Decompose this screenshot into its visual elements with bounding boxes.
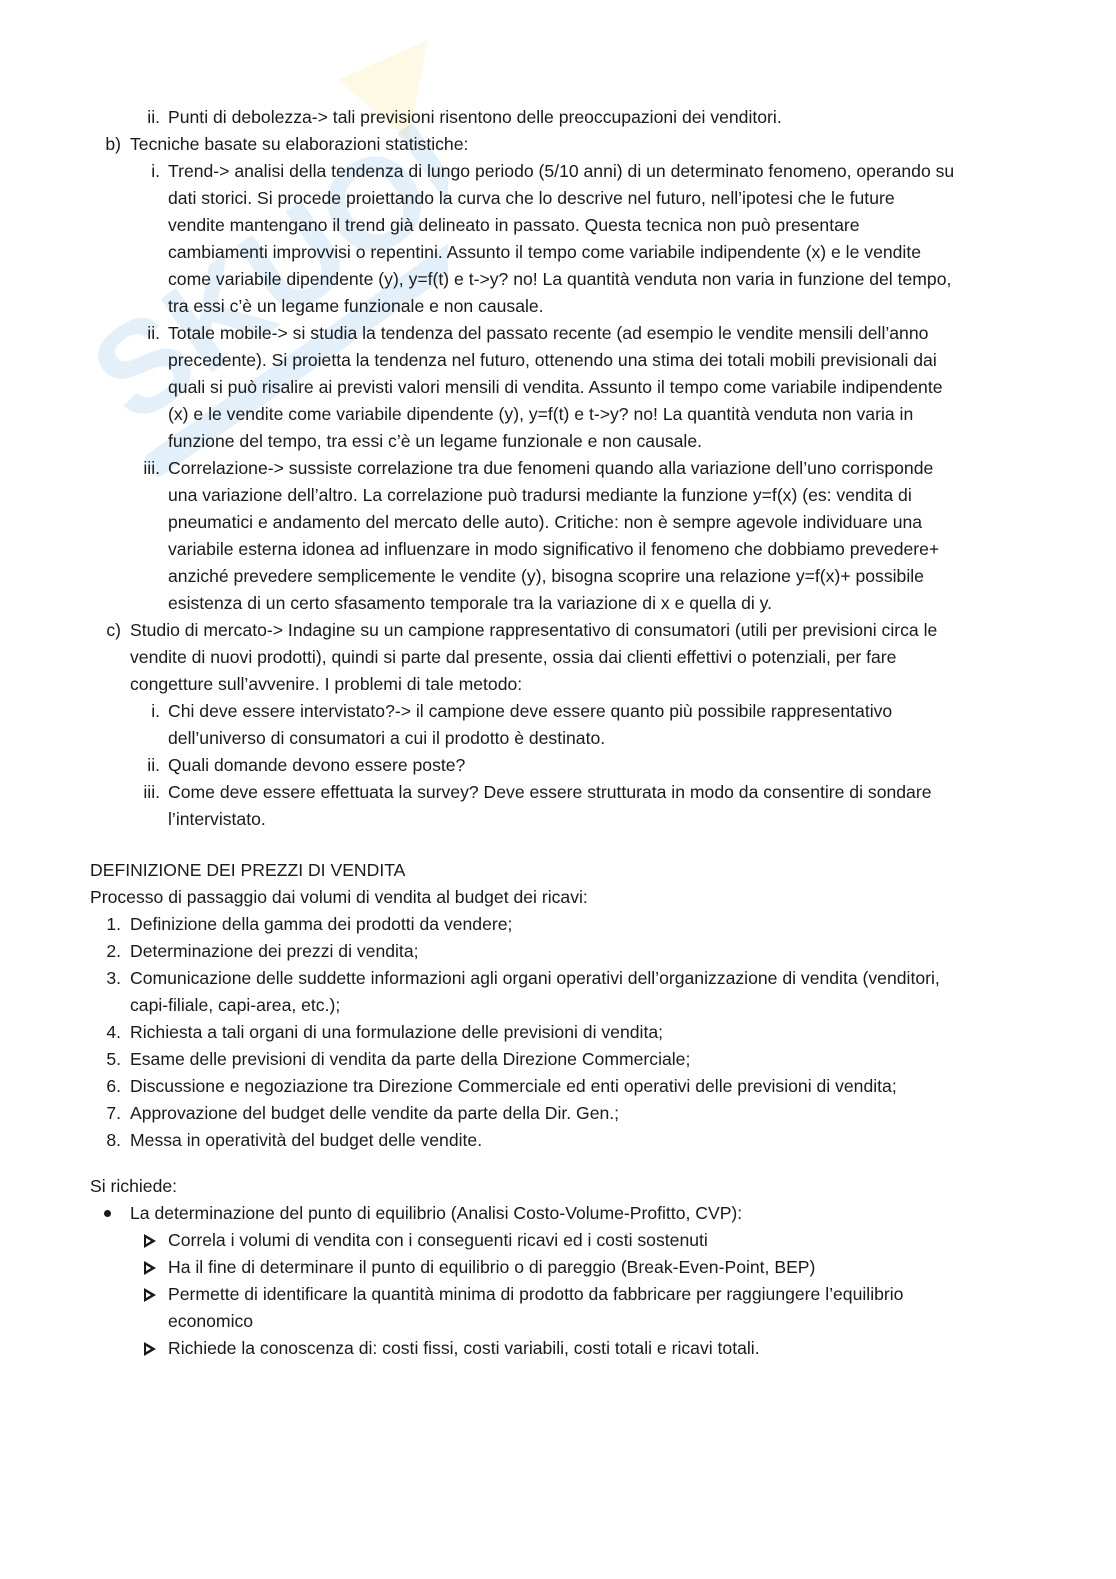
list-item-line: quali si può risalire ai previsti valori mensili di vendita. Assunto il tempo come variabile indipendente: [168, 377, 943, 397]
list-item-line: Chi deve essere intervistato?-> il campione deve essere quanto più possibile rappresentativo: [168, 701, 893, 721]
list-marker: iii.: [143, 782, 160, 802]
list-marker: 4.: [106, 1022, 121, 1042]
sub-bullet-line: Richiede la conoscenza di: costi fissi, costi variabili, costi totali e ricavi totali.: [168, 1338, 760, 1358]
arrow-bullet-icon: [144, 1234, 156, 1248]
arrow-bullet-icon: [144, 1342, 156, 1356]
list-item-line: anziché prevedere semplicemente le vendite (y), bisogna scoprire una relazione y=f(x)+ possibile: [168, 566, 924, 586]
list-item-line: dell’universo di consumatori a cui il prodotto è destinato.: [168, 728, 606, 748]
list-item-line: come variabile dipendente (y), y=f(t) e t->y? no! La quantità venduta non varia in funzione del tempo,: [168, 269, 952, 289]
list-item-line: Correlazione-> sussiste correlazione tra due fenomeni quando alla variazione dell’uno corrisponde: [168, 458, 934, 478]
list-marker: ii.: [147, 755, 160, 775]
list-item-line: variabile esterna idonea ad influenzare in modo significativo il fenomeno che dobbiamo prevedere+: [168, 539, 940, 559]
sub-bullet-line: Permette di identificare la quantità minima di prodotto da fabbricare per raggiungere l’equilibrio: [168, 1284, 904, 1304]
list-marker: c): [106, 620, 121, 640]
list-item-line: l’intervistato.: [168, 809, 266, 829]
list-marker: ii.: [147, 107, 160, 127]
list-item-line: vendite mantengano il trend già delineato in passato. Questa tecnica non può presentare: [168, 215, 860, 235]
arrow-bullet-icon: [144, 1288, 156, 1302]
list-item-line: Messa in operatività del budget delle vendite.: [130, 1130, 483, 1150]
list-marker: b): [105, 134, 121, 154]
bullet-item: La determinazione del punto di equilibrio (Analisi Costo-Volume-Profitto, CVP):: [130, 1203, 743, 1223]
list-item-line: congetture sull’avvenire. I problemi di tale metodo:: [130, 674, 523, 694]
list-marker: 2.: [106, 941, 121, 961]
sub-bullet-line: Correla i volumi di vendita con i conseguenti ricavi ed i costi sostenuti: [168, 1230, 708, 1250]
list-item-line: tra essi c’è un legame funzionale e non causale.: [168, 296, 544, 316]
bullet-icon: [104, 1210, 111, 1217]
list-item-line: Approvazione del budget delle vendite da parte della Dir. Gen.;: [130, 1103, 620, 1123]
list-item-line: cambiamenti improvvisi o repentini. Assunto il tempo come variabile indipendente (x) e le vendite: [168, 242, 922, 262]
list-marker: 1.: [106, 914, 121, 934]
arrow-bullet-icon: [144, 1261, 156, 1275]
list-item-line: funzione del tempo, tra essi c’è un legame funzionale e non causale.: [168, 431, 703, 451]
list-item-line: Comunicazione delle suddette informazioni agli organi operativi dell’organizzazione di vendita (venditori,: [130, 968, 940, 988]
sub-bullet-line: economico: [168, 1311, 254, 1331]
list-marker: ii.: [147, 323, 160, 343]
list-item-line: Determinazione dei prezzi di vendita;: [130, 941, 419, 961]
list-marker: 8.: [106, 1130, 121, 1150]
list-item-line: Punti di debolezza-> tali previsioni risentono delle preoccupazioni dei venditori.: [168, 107, 782, 127]
list-marker: 5.: [106, 1049, 121, 1069]
list-item-line: Come deve essere effettuata la survey? Deve essere strutturata in modo da consentire di sondare: [168, 782, 932, 802]
list-marker: 3.: [106, 968, 121, 988]
list-item-line: (x) e le vendite come variabile dipendente (y), y=f(t) e t->y? no! La quantità venduta non varia in: [168, 404, 914, 424]
list-marker: i.: [151, 701, 160, 721]
list-item-line: Discussione e negoziazione tra Direzione Commerciale ed enti operativi delle previsioni di vendita;: [130, 1076, 897, 1096]
list-marker: 7.: [106, 1103, 121, 1123]
list-item-line: Trend-> analisi della tendenza di lungo periodo (5/10 anni) di un determinato fenomeno, operando su: [168, 161, 955, 181]
list-item-line: Definizione della gamma dei prodotti da vendere;: [130, 914, 513, 934]
list-item-line: vendite di nuovi prodotti), quindi si parte dal presente, ossia dai clienti effettivi o potenziali, per fare: [130, 647, 897, 667]
section-intro: Processo di passaggio dai volumi di vendita al budget dei ricavi:: [90, 887, 588, 907]
list-marker: iii.: [143, 458, 160, 478]
list-item-line: esistenza di un certo sfasamento temporale tra la variazione di x e quella di y.: [168, 593, 773, 613]
list-item-line: precedente). Si proietta la tendenza nel futuro, ottenendo una stima dei totali mobili previsionali dai: [168, 350, 937, 370]
section-intro: Si richiede:: [90, 1176, 178, 1196]
watermark-text: SKUOLA: [66, 20, 448, 450]
list-item-line: Studio di mercato-> Indagine su un campione rappresentativo di consumatori (utili per previsioni circa le: [130, 620, 938, 640]
list-item-line: Richiesta a tali organi di una formulazione delle previsioni di vendita;: [130, 1022, 664, 1042]
list-item-line: Tecniche basate su elaborazioni statistiche:: [130, 134, 469, 154]
list-item-line: Esame delle previsioni di vendita da parte della Direzione Commerciale;: [130, 1049, 691, 1069]
list-item-line: Quali domande devono essere poste?: [168, 755, 466, 775]
section-heading: DEFINIZIONE DEI PREZZI DI VENDITA: [90, 860, 406, 880]
list-item-line: capi-filiale, capi-area, etc.);: [130, 995, 341, 1015]
sub-bullet-line: Ha il fine di determinare il punto di equilibrio o di pareggio (Break-Even-Point, BEP): [168, 1257, 816, 1277]
list-item-line: Totale mobile-> si studia la tendenza del passato recente (ad esempio le vendite mensili dell’anno: [168, 323, 929, 343]
list-item-line: una variazione dell’altro. La correlazione può tradursi mediante la funzione y=f(x) (es: vendita di: [168, 485, 912, 505]
list-item-line: dati storici. Si procede proiettando la curva che lo descrive nel futuro, nell’ipotesi che le future: [168, 188, 895, 208]
list-item-line: pneumatici e andamento del mercato delle auto). Critiche: non è sempre agevole individuare una: [168, 512, 923, 532]
list-marker: i.: [151, 161, 160, 181]
list-marker: 6.: [106, 1076, 121, 1096]
